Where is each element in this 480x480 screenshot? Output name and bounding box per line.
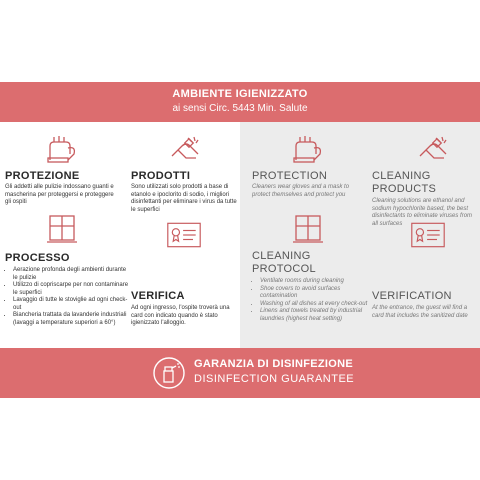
certificate-icon xyxy=(410,220,446,250)
certificate-icon xyxy=(166,220,202,250)
spray-bottle-icon xyxy=(152,356,186,390)
prodotti-title: PRODOTTI xyxy=(131,170,191,182)
verifica-text: Ad ogni ingresso, l'ospite troverà una card con indicato quando è stato igienizzato l'alloggio. xyxy=(131,305,230,326)
processo-item: • Aerazione profonda degli ambienti durante le pulizie xyxy=(13,267,129,282)
footer-banner xyxy=(0,348,480,398)
spray-hand-icon xyxy=(416,134,452,164)
processo-title: PROCESSO xyxy=(5,252,70,264)
verifica-title: VERIFICA xyxy=(131,290,185,302)
protezione-title: PROTEZIONE xyxy=(5,170,80,182)
cleaning-protocol-title-2: PROTOCOL xyxy=(252,263,316,275)
protocol-item: • Linens and towels treated by industrial laundries (highest heat setting) xyxy=(260,308,368,323)
processo-item: • Utilizzo di copriscarpe per non contaminare le superfici xyxy=(13,282,129,297)
processo-list xyxy=(5,267,129,327)
protocol-item: • Shoe covers to avoid surfaces contamination xyxy=(260,286,368,301)
gloved-hand-icon xyxy=(290,134,326,164)
protection-title: PROTECTION xyxy=(252,170,328,182)
footer-title: GARANZIA DI DISINFEZIONE xyxy=(194,358,353,370)
cleaning-protocol-title-1: CLEANING xyxy=(252,250,311,262)
cleaning-protocol-list xyxy=(252,278,368,323)
processo-item: • Biancheria trattata da lavanderie industriali (lavaggi a temperature superiori a 60°) xyxy=(13,312,129,327)
sanitized-environment-sheet xyxy=(0,82,480,398)
verification-title: VERIFICATION xyxy=(372,290,452,302)
protocol-item: • Ventilate rooms during cleaning xyxy=(260,278,368,286)
window-icon xyxy=(290,214,326,244)
protection-text: Cleaners wear gloves and a mask to protect themselves and protect you xyxy=(252,184,350,198)
cleaning-products-title-2: PRODUCTS xyxy=(372,183,437,195)
window-icon xyxy=(44,214,80,244)
footer-subtitle: DISINFECTION GUARANTEE xyxy=(194,373,355,385)
italian-panel xyxy=(0,122,240,348)
english-panel xyxy=(240,122,480,348)
header-subtitle: ai sensi Circ. 5443 Min. Salute xyxy=(172,103,308,114)
protocol-item: • Washing of all dishes at every check-out xyxy=(260,301,368,309)
cleaning-products-title-1: CLEANING xyxy=(372,170,431,182)
processo-item: • Lavaggio di tutte le stoviglie ad ogni check-out xyxy=(13,297,129,312)
header-banner xyxy=(0,82,480,122)
header-title: AMBIENTE IGIENIZZATO xyxy=(172,88,308,100)
protezione-text: Gli addetti alle pulizie indossano guanti e mascherina per proteggersi e proteggere gli ospiti xyxy=(5,184,114,205)
cleaning-products-text: Cleaning solutions are ethanol and sodium hypochlorite based, the best disinfectants to eliminate viruses from all surfaces xyxy=(372,198,473,227)
spray-hand-icon xyxy=(168,134,204,164)
prodotti-text: Sono utilizzati solo prodotti a base di etanolo e ipoclorito di sodio, i migliori disinfettanti per eliminare i virus da tutte le superfici xyxy=(131,184,237,213)
verification-text: At the entrance, the guest will find a card that includes the sanitized date xyxy=(372,305,468,319)
gloved-hand-icon xyxy=(44,134,80,164)
